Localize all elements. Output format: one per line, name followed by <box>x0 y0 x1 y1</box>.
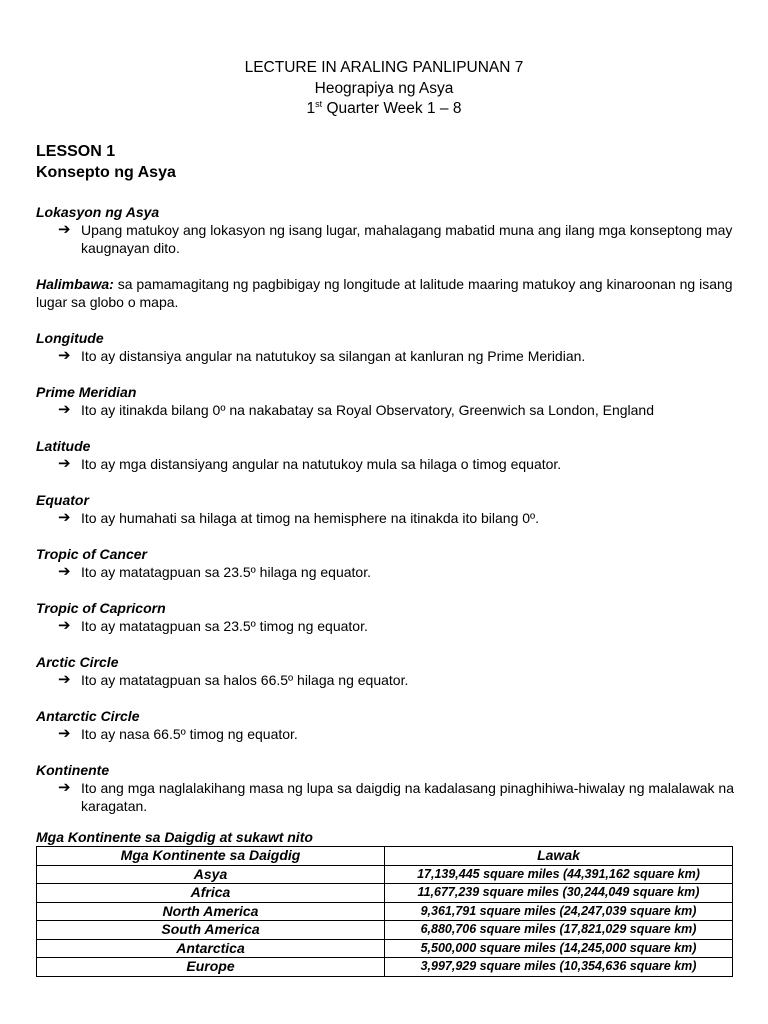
table-row <box>37 884 733 903</box>
continent-cell: South America <box>37 921 385 940</box>
quarter-week: Quarter Week 1 – 8 <box>322 100 462 117</box>
example-paragraph <box>36 275 736 311</box>
continent-cell: Asya <box>37 865 385 884</box>
definition-arctic-circle: Ito ay matatagpuan sa halos 66.5º hilaga ng equator. <box>81 672 409 688</box>
bullet-kontinente <box>36 779 736 815</box>
area-cell: 3,997,929 square miles (10,354,636 square km) <box>385 958 733 977</box>
definition-tropic-of-cancer: Ito ay matatagpuan sa 23.5º hilaga ng equator. <box>81 564 371 580</box>
definition-kontinente: Ito ang mga naglalakihang masa ng lupa sa daigdig na kadalasang pinaghihiwa-hiwalay ng malalawak na karagatan. <box>81 780 734 814</box>
term-tropic-of-cancer: Tropic of Cancer <box>36 546 147 562</box>
table-row <box>37 865 733 884</box>
continent-cell: Antarctica <box>37 939 385 958</box>
continent-cell: Africa <box>37 884 385 903</box>
bullet-lokasyon <box>36 221 736 257</box>
definition-tropic-of-capricorn: Ito ay matatagpuan sa 23.5º timog ng equator. <box>81 618 368 634</box>
continent-cell: North America <box>37 902 385 921</box>
arrow-icon: ➔ <box>58 401 71 418</box>
lesson-heading <box>36 141 176 183</box>
bullet-latitude <box>36 455 736 473</box>
area-cell: 9,361,791 square miles (24,247,039 square km) <box>385 902 733 921</box>
definition-antarctic-circle: Ito ay nasa 66.5º timog ng equator. <box>81 726 298 742</box>
definition-lokasyon: Upang matukoy ang lokasyon ng isang lugar, mahalagang mabatid muna ang ilang mga konseptong may kaugnayan dito. <box>81 222 733 256</box>
header-subtitle: Heograpiya ng Asya <box>314 79 454 97</box>
term-tropic-of-capricorn: Tropic of Capricorn <box>36 600 166 616</box>
area-cell: 17,139,445 square miles (44,391,162 square km) <box>385 865 733 884</box>
arrow-icon: ➔ <box>58 725 71 742</box>
bullet-tropic-of-capricorn <box>36 617 736 635</box>
arrow-icon: ➔ <box>58 455 71 472</box>
table-row <box>37 902 733 921</box>
bullet-tropic-of-cancer <box>36 563 736 581</box>
arrow-icon: ➔ <box>58 563 71 580</box>
lesson-content <box>36 203 736 815</box>
area-cell: 6,880,706 square miles (17,821,029 square km) <box>385 921 733 940</box>
definition-longitude: Ito ay distansiya angular na natutukoy sa silangan at kanluran ng Prime Meridian. <box>81 348 586 364</box>
arrow-icon: ➔ <box>58 509 71 526</box>
bullet-prime-meridian <box>36 401 736 419</box>
term-latitude: Latitude <box>36 438 91 454</box>
table-title: Mga Kontinente sa Daigdig at sukawt nito <box>36 829 313 845</box>
term-arctic-circle: Arctic Circle <box>36 654 119 670</box>
term-kontinente: Kontinente <box>36 762 110 778</box>
definition-latitude: Ito ay mga distansiyang angular na natutukoy mula sa hilaga o timog equator. <box>81 456 562 472</box>
bullet-antarctic-circle <box>36 725 736 743</box>
column-header-continent: Mga Kontinente sa Daigdig <box>37 847 385 866</box>
column-header-area: Lawak <box>385 847 733 866</box>
header-quarter <box>0 99 768 120</box>
continents-table <box>36 846 733 977</box>
continent-cell: Europe <box>37 958 385 977</box>
definition-equator: Ito ay humahati sa hilaga at timog na hemisphere na itinakda ito bilang 0º. <box>81 510 540 526</box>
definition-prime-meridian: Ito ay itinakda bilang 0º na nakabatay sa Royal Observatory, Greenwich sa London, England <box>81 402 654 418</box>
table-row <box>37 958 733 977</box>
example-text: sa pamamagitang ng pagbibigay ng longitude at lalitude maaring matukoy ang kinaroonan ng isang lugar sa globo o mapa. <box>36 276 733 310</box>
arrow-icon: ➔ <box>58 779 71 796</box>
document-header <box>0 58 768 120</box>
arrow-icon: ➔ <box>58 347 71 364</box>
quarter-ordinal: st <box>315 98 323 109</box>
area-cell: 5,500,000 square miles (14,245,000 square km) <box>385 939 733 958</box>
bullet-arctic-circle <box>36 671 736 689</box>
arrow-icon: ➔ <box>58 221 71 238</box>
table-row <box>37 939 733 958</box>
arrow-icon: ➔ <box>58 671 71 688</box>
table-row <box>37 921 733 940</box>
term-equator: Equator <box>36 492 89 508</box>
area-cell: 11,677,239 square miles (30,244,049 square km) <box>385 884 733 903</box>
header-title: LECTURE IN ARALING PANLIPUNAN 7 <box>244 59 524 76</box>
lesson-title: Konsepto ng Asya <box>36 164 176 181</box>
quarter-number: 1 <box>306 100 316 117</box>
bullet-equator <box>36 509 736 527</box>
term-prime-meridian: Prime Meridian <box>36 384 137 400</box>
term-halimbawa: Halimbawa: <box>36 276 114 292</box>
arrow-icon: ➔ <box>58 617 71 634</box>
table-header-row <box>37 847 733 866</box>
lesson-number: LESSON 1 <box>36 143 116 160</box>
term-lokasyon: Lokasyon ng Asya <box>36 204 160 220</box>
term-longitude: Longitude <box>36 330 104 346</box>
term-antarctic-circle: Antarctic Circle <box>36 708 140 724</box>
bullet-longitude <box>36 347 736 365</box>
